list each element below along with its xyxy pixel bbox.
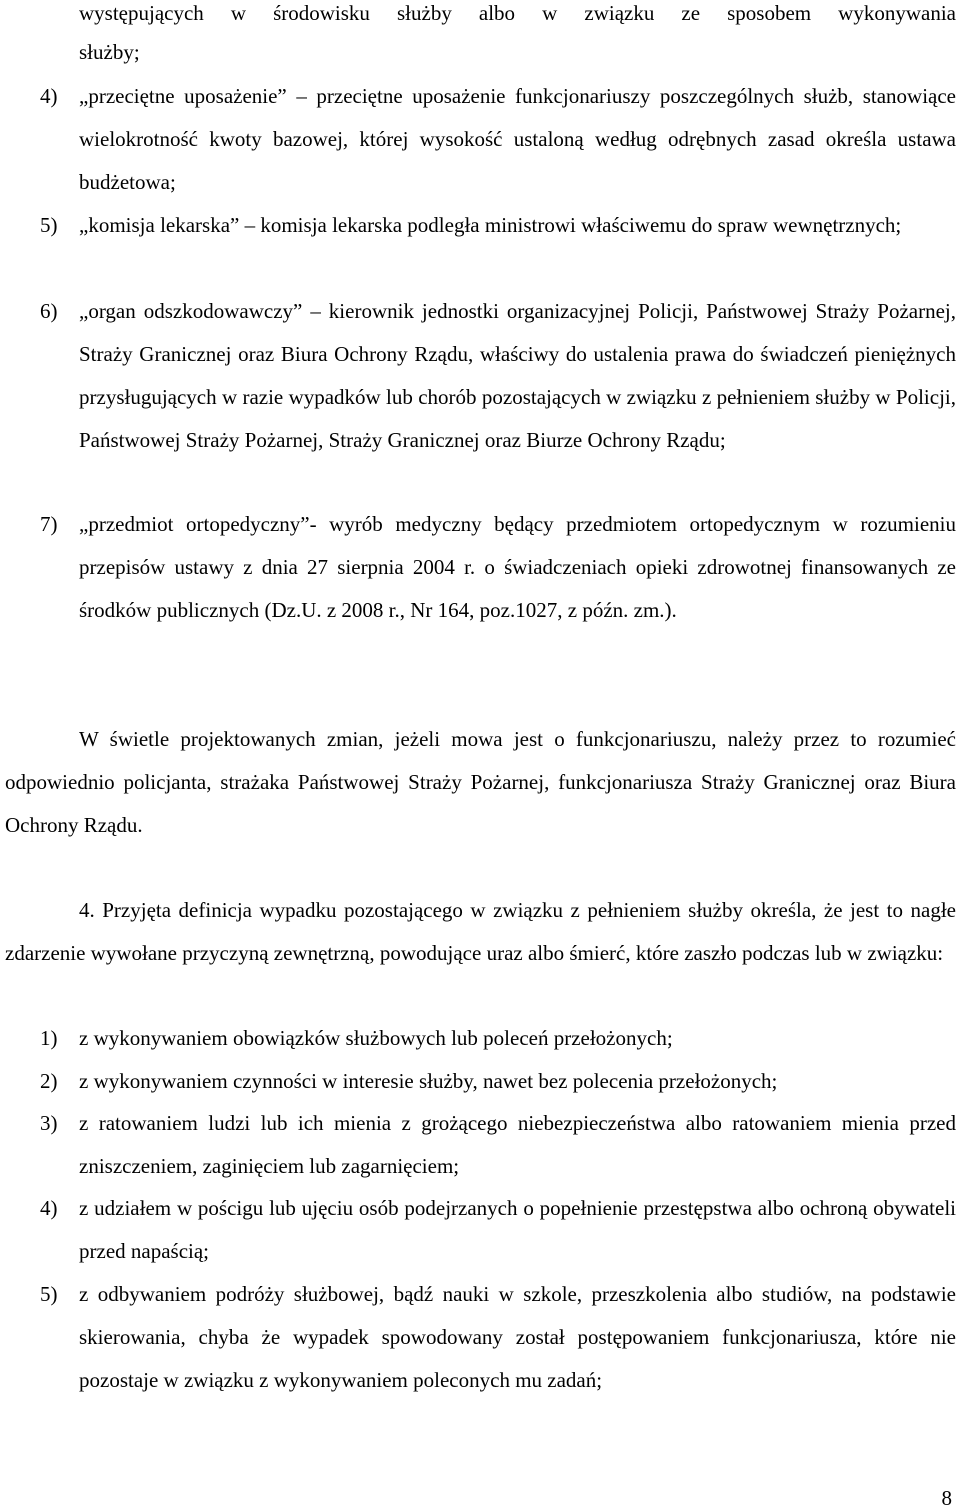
accident-item-text: z wykonywaniem obowiązków służbowych lub poleceń przełożonych; <box>79 1026 673 1050</box>
definition-number: 5) <box>40 213 58 237</box>
paragraph-officers: W świetle projektowanych zmian, jeżeli mowa jest o funkcjonariuszu, należy przez to rozumieć odpowiednio policjanta, strażaka Państwowej Straży Pożarnej, funkcjonariusza Straży Granicznej oraz Biura Ochrony Rządu. <box>5 727 956 837</box>
definition-text: „przeciętne uposażenie” – przeciętne uposażenie funkcjonariuszy poszczególnych służb, stanowiące wielokrotność kwoty bazowej, której wysokość ustaloną według odrębnych zasad określa ustawa budżetowa; <box>79 84 956 194</box>
accident-item-number: 1) <box>40 1026 58 1050</box>
definition-item-7 <box>40 503 956 632</box>
accident-item-text: z wykonywaniem czynności w interesie służby, nawet bez polecenia przełożonych; <box>79 1069 778 1093</box>
intro-continuation-line-1: występujących w środowisku służby albo w związku ze sposobem wykonywania <box>79 1 956 25</box>
paragraph-accident-definition: 4. Przyjęta definicja wypadku pozostającego w związku z pełnieniem służby określa, że jest to nagłe zdarzenie wywołane przyczyną zewnętrzną, powodujące uraz albo śmierć, które zaszło podczas lub w związku: <box>5 898 956 965</box>
accident-item-number: 3) <box>40 1111 58 1135</box>
accident-item-2 <box>40 1060 956 1103</box>
page-number: 8 <box>941 1486 952 1510</box>
definition-text: „przedmiot ortopedyczny”- wyrób medyczny będący przedmiotem ortopedycznym w rozumieniu przepisów ustawy z dnia 27 sierpnia 2004 r. o świadczeniach opieki zdrowotnej finansowanych ze środków publicznych (Dz.U. z 2008 r., Nr 164, poz.1027, z późn. zm.). <box>79 512 956 622</box>
accident-item-5 <box>40 1273 956 1402</box>
accident-item-number: 4) <box>40 1196 58 1220</box>
accident-item-4 <box>40 1187 956 1273</box>
definition-text: „organ odszkodowawczy” – kierownik jednostki organizacyjnej Policji, Państwowej Straży Pożarnej, Straży Granicznej oraz Biura Ochrony Rządu, właściwy do ustalenia prawa do świadczeń pieniężnych przysługujących w razie wypadków lub chorób pozostających w związku z pełnieniem służby w Policji, Państwowej Straży Pożarnej, Straży Granicznej oraz Biurze Ochrony Rządu; <box>79 299 956 452</box>
definition-number: 6) <box>40 299 58 323</box>
definition-number: 4) <box>40 84 58 108</box>
definition-number: 7) <box>40 512 58 536</box>
accident-item-3 <box>40 1102 956 1188</box>
definition-item-4 <box>40 75 956 204</box>
accident-item-text: z ratowaniem ludzi lub ich mienia z grożącego niebezpieczeństwa albo ratowaniem mienia przed zniszczeniem, zaginięciem lub zagarnięciem; <box>79 1111 956 1178</box>
definition-item-6 <box>40 290 956 462</box>
accident-item-1 <box>40 1017 956 1060</box>
definition-item-5 <box>40 204 956 247</box>
accident-item-number: 5) <box>40 1282 58 1306</box>
definition-text: „komisja lekarska” – komisja lekarska podległa ministrowi właściwemu do spraw wewnętrznych; <box>79 213 902 237</box>
intro-continuation-line-2: służby; <box>79 40 140 64</box>
accident-item-text: z odbywaniem podróży służbowej, bądź nauki w szkole, przeszkolenia albo studiów, na podstawie skierowania, chyba że wypadek spowodowany został postępowaniem funkcjonariusza, które nie pozostaje w związku z wykonywaniem poleconych mu zadań; <box>79 1282 956 1392</box>
accident-item-text: z udziałem w pościgu lub ujęciu osób podejrzanych o popełnienie przestępstwa albo ochroną obywateli przed napaścią; <box>79 1196 956 1263</box>
accident-item-number: 2) <box>40 1069 58 1093</box>
